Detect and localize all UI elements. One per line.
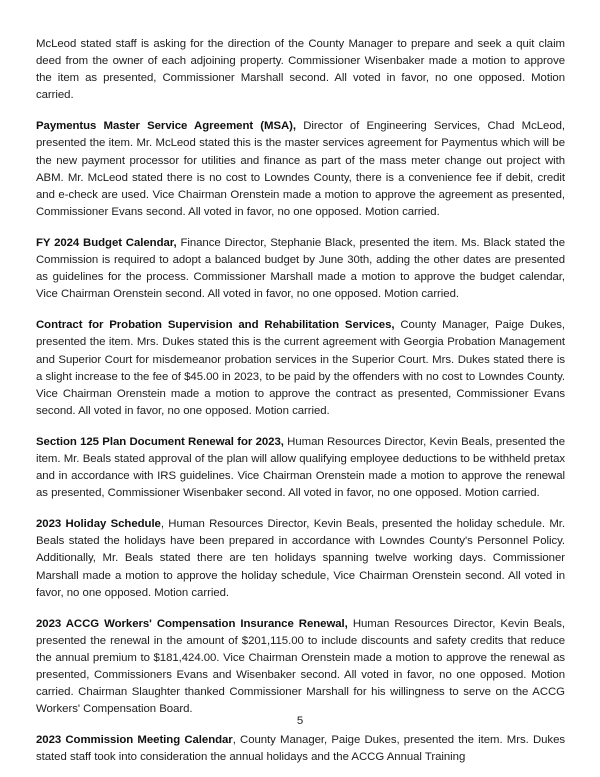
paragraph-lead: 2023 Holiday Schedule: [36, 518, 161, 531]
paragraph-text: Human Resources Director, Kevin Beals, presented the item. Mr. Beals stated approval of the plan will allow qualifying employee deductions to be withheld pretax and in accordance with IRS guidelines. Vice Chairman Orenstein made a motion to approve the renewal as presented, Commissioner Wisenbaker second. All voted in favor, no one opposed. Motion carried.: [36, 435, 565, 500]
paragraph-lead: 2023 Commission Meeting Calendar: [36, 734, 233, 747]
paragraph-lead: 2023 ACCG Workers' Compensation Insurance Renewal,: [36, 617, 348, 630]
paragraph-text: Director of Engineering Services, Chad McLeod, presented the item. Mr. McLeod stated this is the master services agreement for Paymentus which will be the new payment processor for utilities and finance as part of the mass meter change out project with ABM. Mr. McLeod stated there is no cost to Lowndes County, there is a convenience fee if debit, credit and e-check are used. Vice Chairman Orenstein made a motion to approve the agreement as presented, Commissioner Evans second. All voted in favor, no one opposed. Motion carried.: [36, 120, 565, 218]
paragraph-text: County Manager, Paige Dukes, presented the item. Mrs. Dukes stated this is the current agreement with Georgia Probation Management and Superior Court for misdemeanor probation services in the Superior Court. Mrs. Dukes stated there is a slight increase to the fee of $45.00 in 2023, to be paid by the offenders with no cost to Lowndes County. Vice Chairman Orenstein made a motion to approve the contract as presented, Commissioner Evans second. All voted in favor, no one opposed. Motion carried.: [36, 319, 565, 417]
paragraph-text: , County Manager, Paige Dukes, presented the item. Mrs. Dukes stated staff took into consideration the annual holidays and the ACCG Annual Training: [36, 734, 565, 764]
paragraph-text: Human Resources Director, Kevin Beals, presented the renewal in the amount of $201,115.00 to include discounts and safety credits that reduce the annual premium to $181,424.00. Vice Chairman Orenstein made a motion to approve the renewal as presented, Commissioners Evans and Wisenbaker second. All voted in favor, no one opposed. Motion carried. Chairman Slaughter thanked Commissioner Marshall for his willingness to serve on the ACCG Workers' Compensation Board.: [36, 617, 565, 716]
paragraph-lead: Paymentus Master Service Agreement (MSA),: [36, 120, 297, 133]
document-body: [36, 36, 565, 766]
paragraph-text: , Human Resources Director, Kevin Beals, presented the holiday schedule. Mr. Beals stated the holidays have been prepared in accordance with Lowndes County's Personnel Policy. Additionally, Mr. Beals stated there are ten holidays spanning twelve working days. Commissioner Marshall made a motion to approve the holiday schedule, Vice Chairman Orenstein second. All voted in favor, no one opposed. Motion carried.: [36, 518, 565, 599]
page-number: 5: [296, 715, 304, 727]
paragraph-2023-commission-meeting-calendar: [36, 732, 565, 766]
paragraph-probation-contract: [36, 317, 565, 420]
paragraph-fy2024-budget-calendar: [36, 235, 565, 303]
paragraph-section-125-plan: [36, 434, 565, 502]
paragraph-text: Finance Director, Stephanie Black, presented the item. Ms. Black stated the Commission is required to adopt a balanced budget by June 30th, adding the other dates are presented as guidelines for the process. Commissioner Marshall made a motion to approve the budget calendar, Vice Chairman Orenstein second. All voted in favor, no one opposed. Motion carried.: [36, 236, 565, 301]
paragraph-lead: FY 2024 Budget Calendar,: [36, 236, 177, 249]
paragraph-quit-claim: [36, 36, 565, 104]
paragraph-accg-workers-comp: [36, 616, 565, 719]
paragraph-text: McLeod stated staff is asking for the direction of the County Manager to prepare and seek a quit claim deed from the owner of each adjoining property. Commissioner Wisenbaker made a motion to approve the item as presented, Commissioner Marshall second. All voted in favor, no one opposed. Motion carried.: [36, 38, 565, 102]
paragraph-paymentus-msa: [36, 118, 565, 221]
paragraph-lead: Section 125 Plan Document Renewal for 2023,: [36, 435, 284, 448]
paragraph-2023-holiday-schedule: [36, 516, 565, 601]
paragraph-lead: Contract for Probation Supervision and Rehabilitation Services,: [36, 319, 395, 332]
